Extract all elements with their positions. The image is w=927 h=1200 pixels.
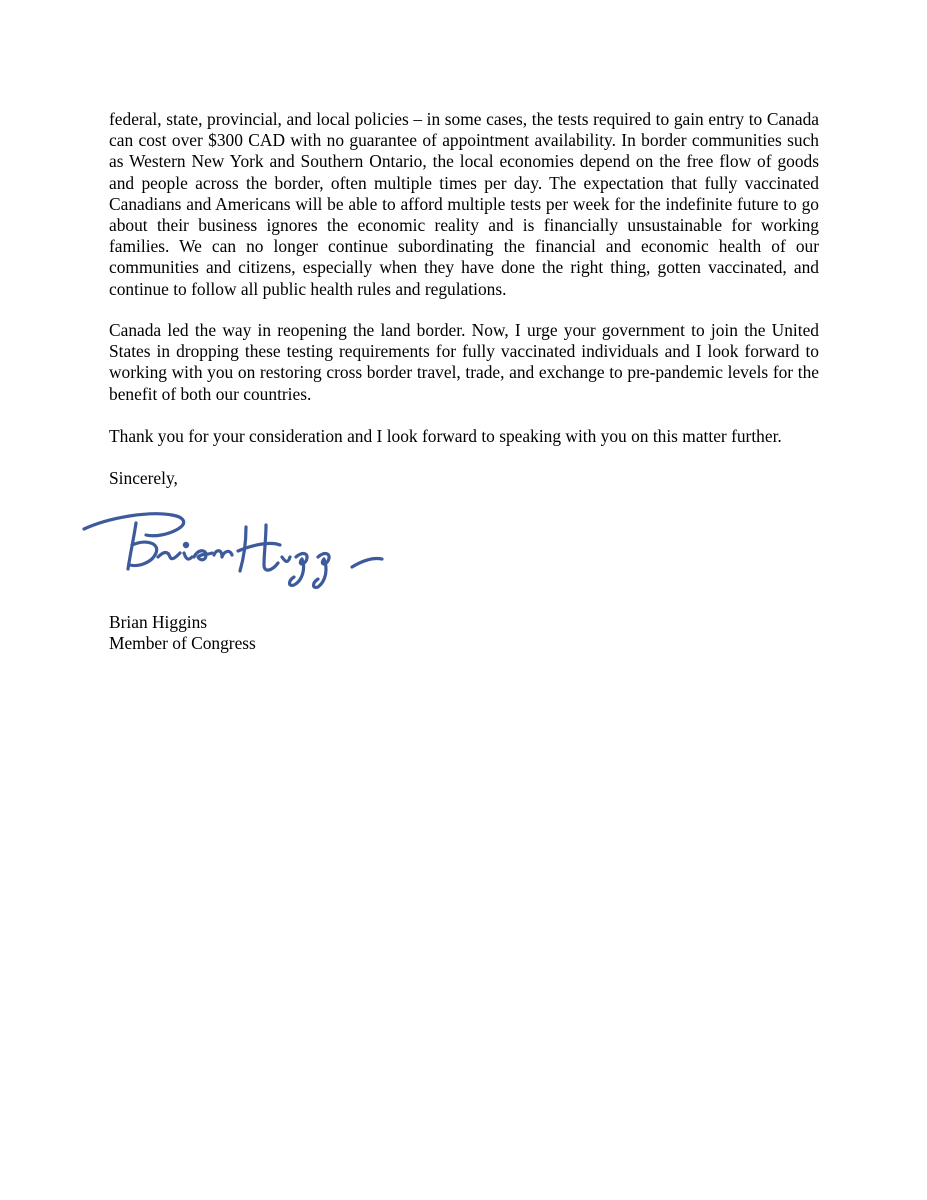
letter-paragraph-2: Canada led the way in reopening the land border. Now, I urge your government to join the United States in dropping these testing requirements for fully vaccinated individuals and I look forward to working with you on restoring cross border travel, trade, and exchange to pre-pandemic levels for the benefit of both our countries. (109, 320, 819, 404)
letter-paragraph-3: Thank you for your consideration and I look forward to speaking with you on this matter further. (109, 426, 782, 446)
letter-closing: Sincerely, (109, 468, 178, 488)
letter-paragraph-1: federal, state, provincial, and local policies – in some cases, the tests required to gain entry to Canada can cost over $300 CAD with no guarantee of appointment availability. In border communities such as Western New York and Southern Ontario, the local economies depend on the free flow of goods and people across the border, often multiple times per day. The expectation that fully vaccinated Canadians and Americans will be able to afford multiple tests per week for the indefinite future to go about their business ignores the economic reality and is financially unsustainable for working families. We can no longer continue subordinating the financial and economic health of our communities and citizens, especially when they have done the right thing, gotten vaccinated, and continue to follow all public health rules and regulations. (109, 109, 819, 299)
signer-title: Member of Congress (109, 633, 256, 654)
signature-block (109, 612, 256, 654)
handwritten-signature (80, 505, 400, 595)
signer-name: Brian Higgins (109, 612, 208, 632)
